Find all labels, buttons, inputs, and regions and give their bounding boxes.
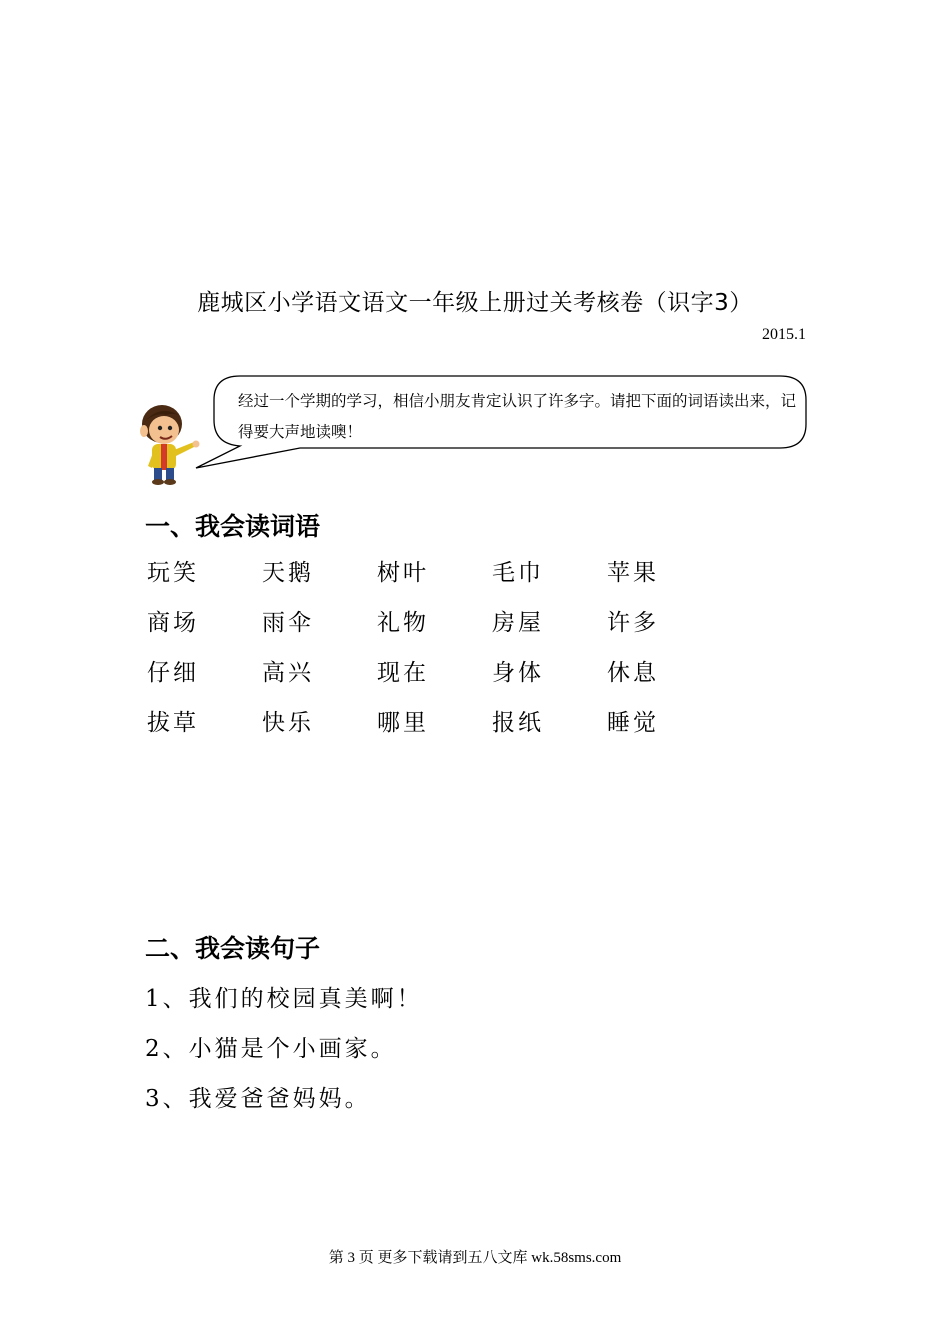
word-item: 哪里	[377, 710, 429, 736]
word-item: 商场	[147, 610, 199, 636]
word-grid	[147, 554, 722, 754]
intro-text: 经过一个学期的学习，相信小朋友肯定认识了许多字。请把下面的词语读出来，记得要大声地读噢！	[238, 392, 797, 441]
word-item: 毛巾	[492, 560, 544, 586]
word-item: 天鹅	[262, 560, 314, 586]
word-item: 身体	[492, 660, 544, 686]
page-title: 鹿城区小学语文语文一年级上册过关考核卷（识字3）	[197, 290, 753, 316]
section-heading-words: 一、我会读词语	[145, 512, 321, 541]
word-item: 睡觉	[607, 710, 659, 736]
word-item: 高兴	[262, 660, 314, 686]
sentence-list	[145, 980, 423, 1130]
word-row	[147, 554, 722, 604]
word-item: 房屋	[492, 610, 544, 636]
word-item: 现在	[377, 660, 429, 686]
word-item: 报纸	[492, 710, 544, 736]
word-item: 许多	[607, 610, 659, 636]
word-item: 休息	[607, 660, 659, 686]
page-footer: 第 3 页 更多下载请到五八文库 wk.58sms.com	[328, 1250, 622, 1266]
word-item: 拔草	[147, 710, 199, 736]
word-item: 雨伞	[262, 610, 314, 636]
word-item: 礼物	[377, 610, 429, 636]
word-row	[147, 654, 722, 704]
word-item: 苹果	[607, 560, 659, 586]
word-item: 玩笑	[147, 560, 199, 586]
sentence-item: 1、我们的校园真美啊！	[145, 986, 423, 1012]
word-item: 仔细	[147, 660, 199, 686]
word-item: 快乐	[262, 710, 314, 736]
sentence-item: 2、小猫是个小画家。	[145, 1036, 397, 1062]
cartoon-boy-icon	[136, 400, 200, 486]
word-row	[147, 704, 722, 754]
section-heading-sentences: 二、我会读句子	[145, 934, 321, 963]
word-row	[147, 604, 722, 654]
sentence-item: 3、我爱爸爸妈妈。	[145, 1086, 371, 1112]
exam-date: 2015.1	[762, 326, 806, 343]
word-item: 树叶	[377, 560, 429, 586]
